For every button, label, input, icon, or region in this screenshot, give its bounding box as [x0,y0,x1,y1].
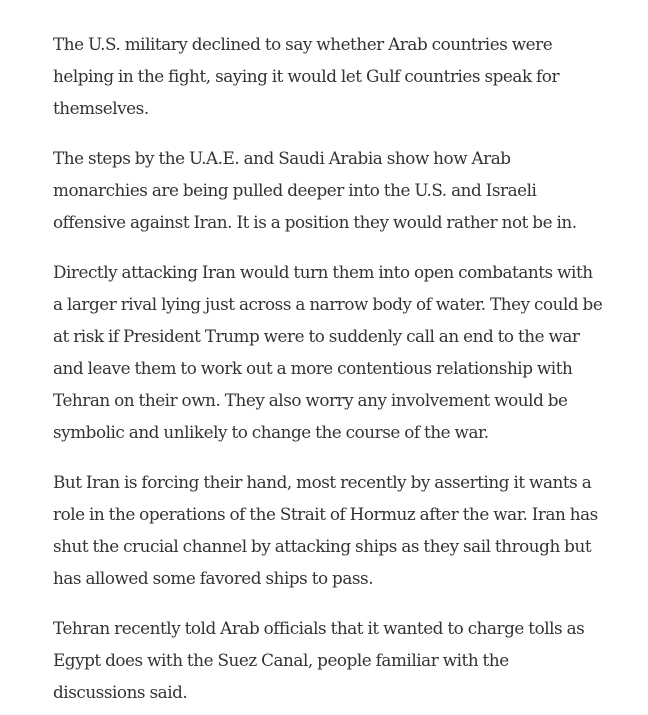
paragraph-2-line-2: monarchies are being pulled deeper into the U.S. and Israeli [53,180,537,200]
paragraph-4 [53,466,618,594]
paragraph-3-line-3: at risk if President Trump were to suddenly call an end to the war [53,326,580,346]
paragraph-2-line-1: The steps by the U.A.E. and Saudi Arabia show how Arab [53,148,511,168]
paragraph-4-line-1: But Iran is forcing their hand, most recently by asserting it wants a [53,472,592,492]
paragraph-5-line-1: Tehran recently told Arab officials that it wanted to charge tolls as [53,618,585,638]
paragraph-1-line-1: The U.S. military declined to say whether Arab countries were [53,34,553,54]
paragraph-5 [53,612,618,708]
paragraph-5-line-2: Egypt does with the Suez Canal, people familiar with the [53,650,509,670]
paragraph-3-line-2: a larger rival lying just across a narrow body of water. They could be [53,294,603,314]
paragraph-4-line-4: has allowed some favored ships to pass. [53,568,374,588]
paragraph-3-line-5: Tehran on their own. They also worry any involvement would be [53,390,568,410]
paragraph-1-line-2: helping in the fight, saying it would let Gulf countries speak for [53,66,560,86]
paragraph-3-line-6: symbolic and unlikely to change the course of the war. [53,422,489,442]
paragraph-4-line-3: shut the crucial channel by attacking ships as they sail through but [53,536,592,556]
paragraph-3-line-1: Directly attacking Iran would turn them into open combatants with [53,262,593,282]
paragraph-2 [53,142,618,238]
paragraph-3 [53,256,618,448]
paragraph-4-line-2: role in the operations of the Strait of Hormuz after the war. Iran has [53,504,598,524]
paragraph-1-line-3: themselves. [53,98,149,118]
paragraph-5-line-3: discussions said. [53,682,188,702]
paragraph-1 [53,28,618,124]
paragraph-3-line-4: and leave them to work out a more contentious relationship with [53,358,573,378]
paragraph-2-line-3: offensive against Iran. It is a position they would rather not be in. [53,212,577,232]
